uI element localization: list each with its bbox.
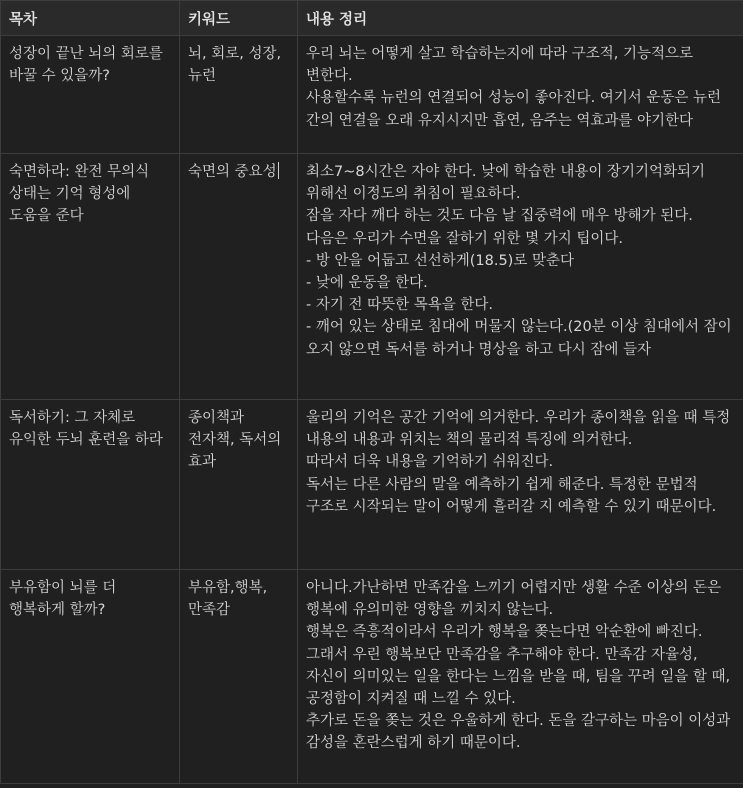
table-row — [1, 570, 743, 784]
keywords-cell[interactable] — [180, 154, 298, 400]
keywords-cell[interactable]: 종이책과 전자책, 독서의 효과 — [180, 400, 298, 570]
summary-line: 독서는 다른 사람의 말을 예측하기 쉽게 해준다. 특정한 문법적 구조로 시작되는 말이 어떻게 흘러갈 지 예측할 수 있기 때문이다. — [306, 476, 717, 515]
summary-line: 울리의 기억은 공간 기억에 의거한다. 우리가 종이책을 읽을 때 특정 내용의 내용과 위치는 책의 물리적 특징에 의거한다. — [306, 410, 731, 449]
summary-line: - 방 안을 어둡고 선선하게(18.5)로 맞춘다 — [306, 252, 574, 269]
summary-line: - 낮에 운동을 한다. — [306, 275, 428, 292]
toc-cell[interactable]: 부유함이 뇌를 더 행복하게 할까? — [1, 570, 180, 784]
summary-line: 추가로 돈을 쫒는 것은 우울하게 한다. 돈을 갈구하는 마음이 이성과 감성을 혼란스럽게 하기 때문이다. — [306, 713, 731, 752]
header-toc[interactable]: 목차 — [1, 1, 180, 36]
summary-line: 최소7~8시간은 자야 한다. 낮에 학습한 내용이 장기기억화되기 위해선 이정도의 취침이 필요하다. — [306, 164, 706, 203]
toc-cell[interactable]: 숙면하라: 완전 무의식 상태는 기억 형성에 도움을 준다 — [1, 154, 180, 400]
summary-line: 그래서 우린 행복보단 만족감을 추구해야 한다. 만족감 자율성, 자신이 의미있는 일을 한다는 느낌을 받을 때, 팀을 꾸려 일을 할 때, 공정함이 지켜질 때 느낄 수 있다. — [306, 646, 731, 708]
header-summary[interactable]: 내용 정리 — [298, 1, 743, 36]
summary-line: 아니다.가난하면 만족감을 느끼기 어렵지만 생활 수준 이상의 돈은 행복에 유의미한 영향을 끼치지 않는다. — [306, 580, 722, 619]
summary-line: 따라서 더욱 내용을 기억하기 쉬워진다. — [306, 454, 554, 471]
summary-cell[interactable] — [298, 570, 743, 784]
summary-cell[interactable] — [298, 36, 743, 154]
table-row — [1, 400, 743, 570]
summary-line: 우리 뇌는 어떻게 살고 학습하는지에 따라 구조적, 기능적으로 변한다. — [306, 46, 694, 85]
toc-cell[interactable]: 성장이 끝난 뇌의 회로를 바꿀 수 있을까? — [1, 36, 180, 154]
summary-line: 사용할수록 뉴런의 연결되어 성능이 좋아진다. 여기서 운동은 뉴런 간의 연결을 오래 유지시지만 흡연, 음주는 역효과를 야기한다 — [306, 90, 722, 129]
text-cursor — [278, 162, 279, 179]
summary-line: - 자기 전 따뜻한 목욕을 한다. — [306, 297, 493, 314]
summary-cell[interactable] — [298, 400, 743, 570]
toc-cell[interactable]: 독서하기: 그 자체로 유익한 두뇌 훈련을 하라 — [1, 400, 180, 570]
keywords-cell[interactable]: 뇌, 회로, 성장, 뉴런 — [180, 36, 298, 154]
table-row — [1, 154, 743, 400]
table-header-row — [1, 1, 743, 36]
summary-cell[interactable] — [298, 154, 743, 400]
header-keywords[interactable]: 키워드 — [180, 1, 298, 36]
summary-line: 다음은 우리가 수면을 잘하기 위한 몇 가지 팁이다. — [306, 230, 624, 247]
summary-line: 잠을 자다 깨다 하는 것도 다음 날 집중력에 매우 방해가 된다. — [306, 208, 693, 225]
table-row — [1, 36, 743, 154]
keywords-cell[interactable]: 부유함,행복,만족감 — [180, 570, 298, 784]
keywords-text: 숙면의 중요성 — [188, 164, 277, 180]
summary-line: 행복은 즉흥적이라서 우리가 행복을 쫒는다면 악순환에 빠진다. — [306, 624, 703, 641]
summary-line: - 깨어 있는 상태로 침대에 머물지 않는다.(20분 이상 침대에서 잠이 오지 않으면 독서를 하거나 명상을 하고 다시 잠에 들자 — [306, 319, 732, 358]
